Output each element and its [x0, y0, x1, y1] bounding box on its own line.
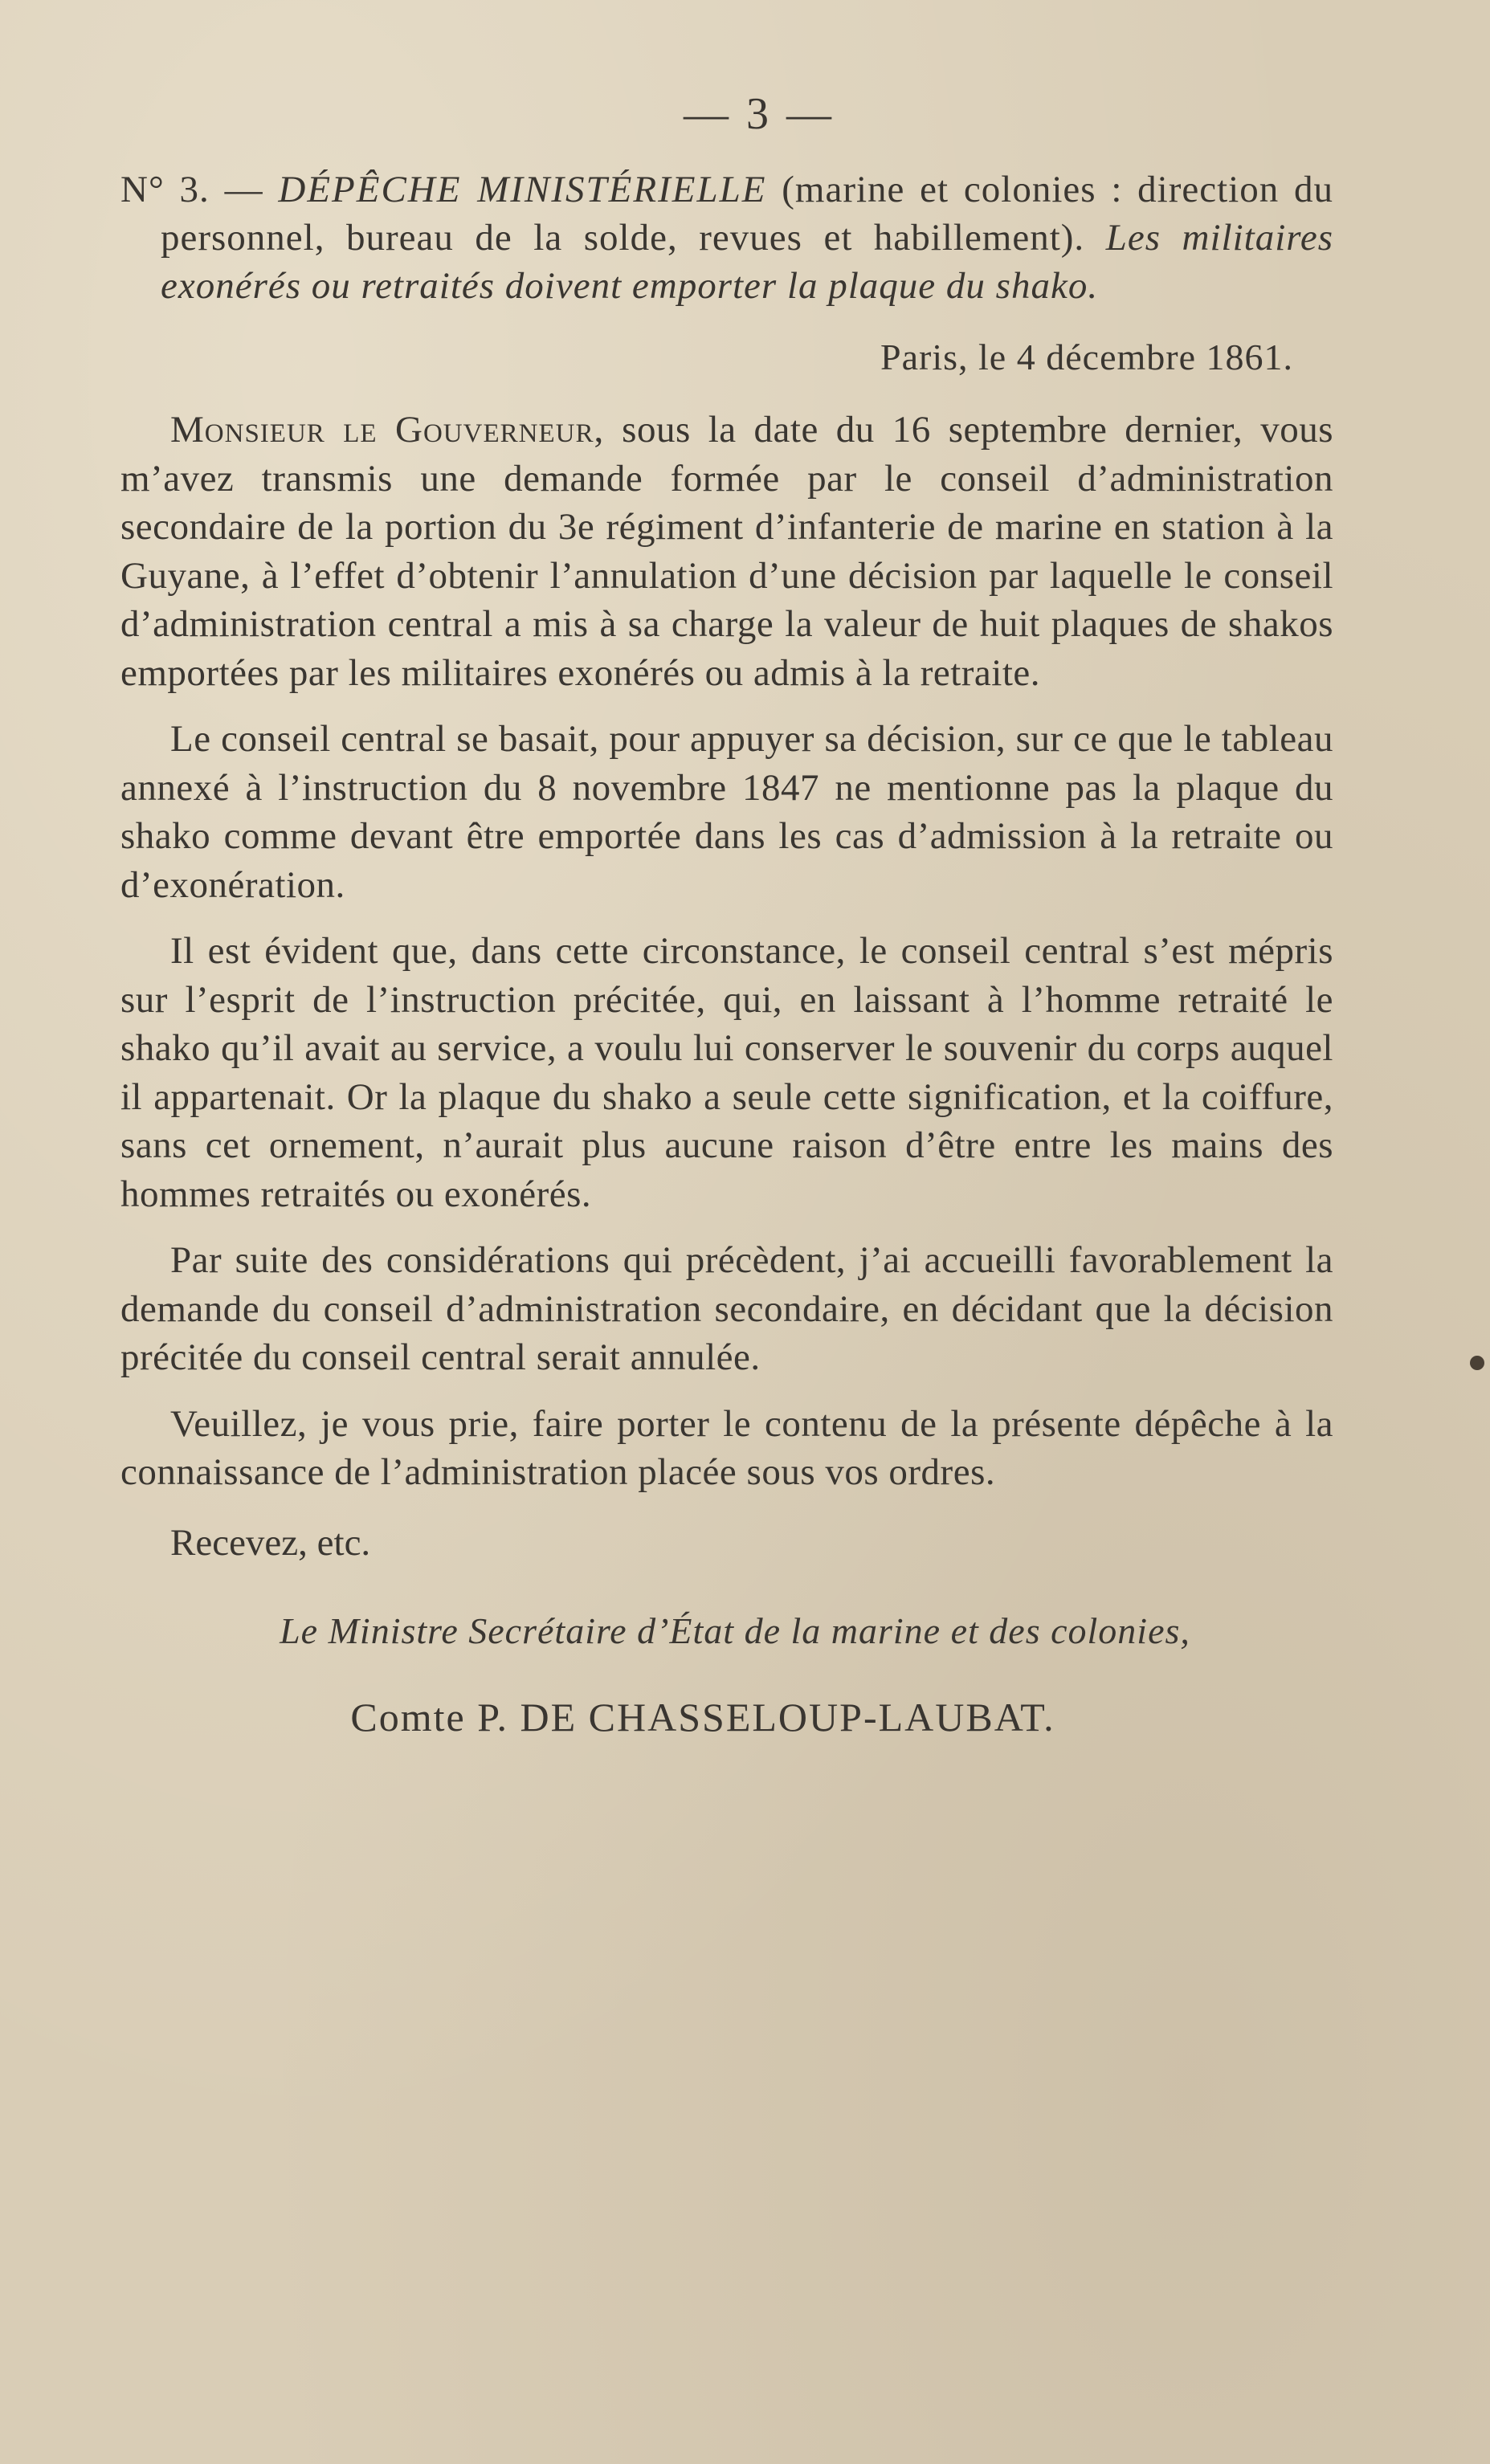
- dispatch-title: DÉPÊCHE MINISTÉRIELLE: [278, 169, 767, 210]
- signature-title: Le Ministre Secrétaire d’État de la marine et des colonies,: [280, 1609, 1190, 1651]
- dispatch-number: N° 3. —: [120, 169, 263, 210]
- body-paragraph-1: [120, 406, 1333, 697]
- ink-speck: [1470, 1356, 1484, 1370]
- body-paragraph-4: Par suite des considérations qui précèdent, j’ai accueilli favorablement la demande du conseil d’administration secondaire, en décidant que la décision précitée du conseil central serait annulée.: [120, 1239, 1333, 1378]
- body-paragraph-5: Veuillez, je vous prie, faire porter le contenu de la présente dépêche à la connaissance de l’administration placée sous vos ordres.: [120, 1402, 1333, 1493]
- dispatch-summary: Les militaires exonérés ou retraités doivent emporter la plaque du shako.: [161, 217, 1333, 307]
- dispatch-detail: (marine et colonies : direction du personnel, bureau de la solde, revues et habillement).: [161, 169, 1334, 259]
- paragraph-text: sous la date du 16 septembre dernier, vous m’avez transmis une demande formée par le conseil d’administration secondaire de la portion du 3e régiment d’infanterie de marine en station à la Guyane, à l’effet d’obtenir l’annulation d’une décision par laquelle le conseil d’administration central a mis à sa charge la valeur de huit plaques de shakos emportées par les militaires exonérés ou admis à la retraite.: [120, 409, 1333, 694]
- document-page: [120, 88, 1333, 1740]
- page-number: — 3 —: [684, 89, 835, 139]
- signature-name: Comte P. DE CHASSELOUP-LAUBAT.: [350, 1694, 1055, 1740]
- body-paragraph-3: Il est évident que, dans cette circonstance, le conseil central s’est mépris sur l’esprit de l’instruction précitée, qui, en laissant à l’homme retraité le shako qu’il avait au service, a voulu lui conserver le souvenir du corps auquel il appartenait. Or la plaque du shako a seule cette signification, et la coiffure, sans cet ornement, n’aurait plus aucune raison d’être entre les mains des hommes retraités ou exonérés.: [120, 930, 1333, 1215]
- closing-formula: Recevez, etc.: [170, 1521, 371, 1564]
- dispatch-heading: [120, 165, 1333, 310]
- body-paragraph-2: Le conseil central se basait, pour appuyer sa décision, sur ce que le tableau annexé à l’instruction du 8 novembre 1847 ne mentionne pas la plaque du shako comme devant être emportée dans les cas d’admission à la retraite ou d’exonération.: [120, 718, 1333, 906]
- salutation: Monsieur le Gouverneur,: [170, 409, 605, 451]
- place-date: Paris, le 4 décembre 1861.: [880, 337, 1293, 377]
